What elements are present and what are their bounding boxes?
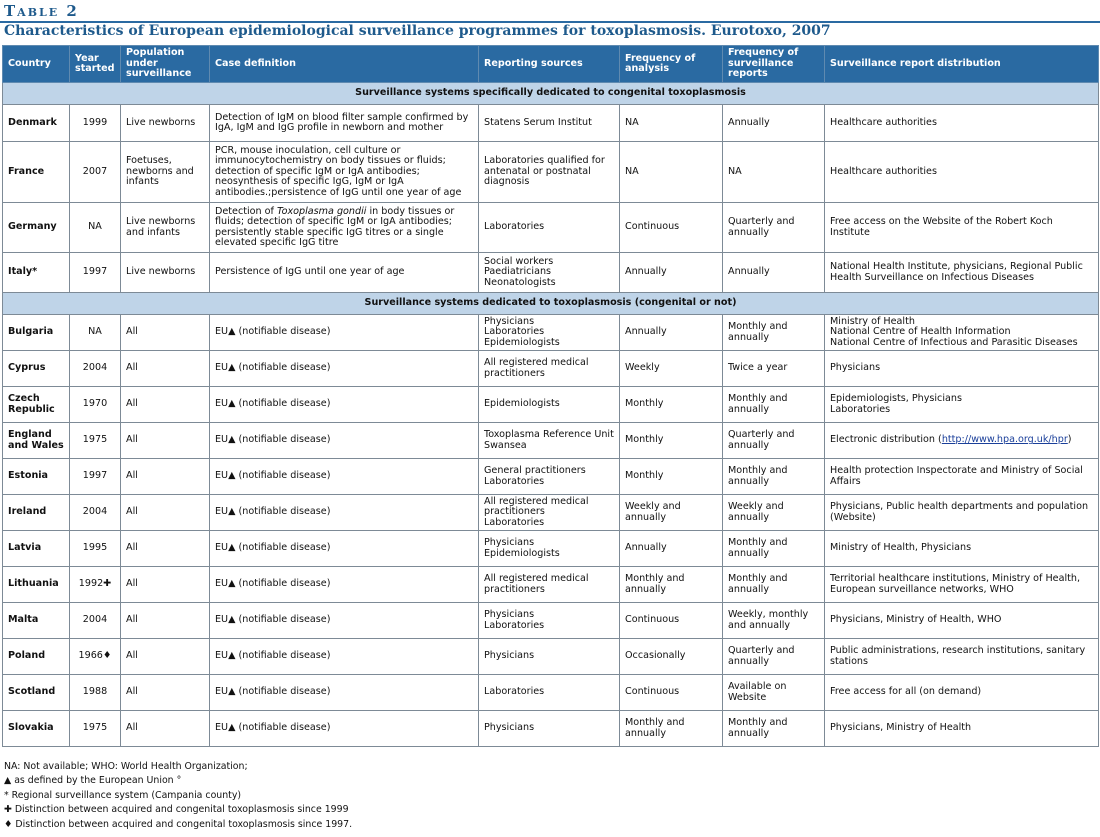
reporting-sources-cell: Social workers Paediatricians Neonatologists [479,253,620,293]
reporting-sources-cell: All registered medical practitioners Laboratories [479,495,620,531]
table-label: Table 2 [4,2,79,20]
year-cell: 1995 [70,531,121,567]
year-cell: NA [70,315,121,351]
footnote: ✚ Distinction between acquired and congenital toxoplasmosis since 1999 [4,804,349,816]
country-cell: Cyprus [3,351,70,387]
year-cell: 1975 [70,711,121,747]
country-cell: Latvia [3,531,70,567]
table-row [3,567,1099,603]
case-definition-prefix: Detection of [215,205,277,217]
case-definition-cell: EU▲ (notifiable disease) [210,459,479,495]
population-cell: All [121,531,210,567]
frequency-reports-cell: Quarterly and annually [723,423,825,459]
reporting-sources-cell: All registered medical practitioners [479,567,620,603]
column-header-population: Population under surveillance [121,46,210,83]
reporting-sources-cell: General practitioners Laboratories [479,459,620,495]
country-cell: Czech Republic [3,387,70,423]
frequency-analysis-cell: Continuous [620,203,723,253]
case-definition-cell: Persistence of IgG until one year of age [210,253,479,293]
case-definition-cell: EU▲ (notifiable disease) [210,639,479,675]
column-header-frequency-reports: Frequency of surveillance reports [723,46,825,83]
frequency-reports-cell: Quarterly and annually [723,203,825,253]
footnote: ♦ Distinction between acquired and congenital toxoplasmosis since 1997. [4,818,353,830]
country-cell: Italy* [3,253,70,293]
reporting-sources-cell: Physicians Laboratories Epidemiologists [479,315,620,351]
column-header-frequency-analysis: Frequency of analysis [620,46,723,83]
footnote: * Regional surveillance system (Campania county) [4,789,242,801]
distribution-cell: Healthcare authorities [825,142,1099,203]
population-cell: Foetuses, newborns and infants [121,142,210,203]
table-row [3,495,1099,531]
frequency-reports-cell: Twice a year [723,351,825,387]
frequency-analysis-cell: Monthly [620,459,723,495]
case-definition-cell: EU▲ (notifiable disease) [210,351,479,387]
year-cell: 1992✚ [70,567,121,603]
population-cell: All [121,675,210,711]
column-header-reporting-sources: Reporting sources [479,46,620,83]
year-cell: 2004 [70,351,121,387]
frequency-analysis-cell: Continuous [620,603,723,639]
distribution-cell: Physicians, Ministry of Health [825,711,1099,747]
distribution-cell: Territorial healthcare institutions, Ministry of Health, European surveillance networks, WHO [825,567,1099,603]
table-row [3,203,1099,253]
reporting-sources-cell: Toxoplasma Reference Unit Swansea [479,423,620,459]
year-cell: 2004 [70,495,121,531]
reporting-sources-cell: Physicians Laboratories [479,603,620,639]
population-cell: All [121,315,210,351]
section-row-congenital [3,83,1099,105]
header-row [3,46,1099,83]
section-row-general [3,293,1099,315]
case-definition-cell: EU▲ (notifiable disease) [210,495,479,531]
frequency-analysis-cell: Weekly and annually [620,495,723,531]
frequency-reports-cell: Quarterly and annually [723,639,825,675]
country-cell: Denmark [3,105,70,142]
case-definition-italic: Toxoplasma gondii [276,205,367,217]
column-header-country: Country [3,46,70,83]
year-cell: 1988 [70,675,121,711]
frequency-reports-cell: Weekly, monthly and annually [723,603,825,639]
footnotes [4,760,352,832]
frequency-analysis-cell: Monthly [620,387,723,423]
frequency-analysis-cell: Annually [620,253,723,293]
country-cell: Poland [3,639,70,675]
distribution-suffix: ) [1067,434,1072,446]
frequency-analysis-cell: Weekly [620,351,723,387]
column-header-distribution: Surveillance report distribution [825,46,1099,83]
reporting-sources-cell: Physicians [479,639,620,675]
frequency-analysis-cell: NA [620,105,723,142]
table-row [3,675,1099,711]
distribution-cell: National Health Institute, physicians, Regional Public Health Surveillance on Infectious Diseases [825,253,1099,293]
case-definition-cell: PCR, mouse inoculation, cell culture or immunocytochemistry on body tissues or fluids; detection of specific IgM or IgA antibodies; neosynthesis of specific IgG, IgM or IgA antibodies.;persistence of IgG until one year of age [210,142,479,203]
section-heading: Surveillance systems dedicated to toxoplasmosis (congenital or not) [3,293,1099,315]
table-row [3,639,1099,675]
frequency-reports-cell: Monthly and annually [723,531,825,567]
population-cell: All [121,351,210,387]
frequency-reports-cell: Annually [723,253,825,293]
table-row [3,387,1099,423]
table-title: Characteristics of European epidemiological surveillance programmes for toxoplasmosis. Eurotoxo, 2007 [4,23,831,39]
reporting-sources-cell: Statens Serum Institut [479,105,620,142]
country-cell: Germany [3,203,70,253]
country-cell: Slovakia [3,711,70,747]
population-cell: Live newborns [121,105,210,142]
distribution-cell: Ministry of Health, Physicians [825,531,1099,567]
frequency-analysis-cell: NA [620,142,723,203]
distribution-cell: Ministry of Health National Centre of Health Information National Centre of Infectious and Parasitic Diseases [825,315,1099,351]
population-cell: All [121,639,210,675]
case-definition-cell: EU▲ (notifiable disease) [210,423,479,459]
case-definition-cell: EU▲ (notifiable disease) [210,315,479,351]
year-cell: 1997 [70,253,121,293]
table-row [3,711,1099,747]
frequency-reports-cell: Monthly and annually [723,567,825,603]
year-cell: NA [70,203,121,253]
population-cell: All [121,603,210,639]
frequency-analysis-cell: Occasionally [620,639,723,675]
frequency-analysis-cell: Continuous [620,675,723,711]
distribution-cell: Health protection Inspectorate and Ministry of Social Affairs [825,459,1099,495]
case-definition-cell: Detection of IgM on blood filter sample confirmed by IgA, IgM and IgG profile in newborn and mother [210,105,479,142]
frequency-reports-cell: NA [723,142,825,203]
frequency-analysis-cell: Monthly and annually [620,711,723,747]
distribution-cell: Public administrations, research institutions, sanitary stations [825,639,1099,675]
population-cell: All [121,495,210,531]
year-cell: 1999 [70,105,121,142]
distribution-cell: Epidemiologists, Physicians Laboratories [825,387,1099,423]
year-cell: 1997 [70,459,121,495]
case-definition-cell: EU▲ (notifiable disease) [210,387,479,423]
reporting-sources-cell: Epidemiologists [479,387,620,423]
reporting-sources-cell: Laboratories [479,203,620,253]
table-row [3,253,1099,293]
year-cell: 1966♦ [70,639,121,675]
population-cell: All [121,711,210,747]
country-cell: Lithuania [3,567,70,603]
population-cell: All [121,567,210,603]
distribution-cell: Physicians, Ministry of Health, WHO [825,603,1099,639]
reporting-sources-cell: All registered medical practitioners [479,351,620,387]
case-definition-suffix: in body tissues or fluids; detection of specific IgM or IgA antibodies; persistently stable specific IgG titres or a single elevated specific IgG titre [215,205,455,248]
reporting-sources-cell: Physicians Epidemiologists [479,531,620,567]
frequency-analysis-cell: Annually [620,531,723,567]
column-header-case-definition: Case definition [210,46,479,83]
reporting-sources-cell: Physicians [479,711,620,747]
reporting-sources-cell: Laboratories [479,675,620,711]
frequency-analysis-cell: Annually [620,315,723,351]
case-definition-cell: EU▲ (notifiable disease) [210,675,479,711]
frequency-reports-cell: Monthly and annually [723,711,825,747]
frequency-reports-cell: Monthly and annually [723,315,825,351]
section-heading: Surveillance systems specifically dedicated to congenital toxoplasmosis [3,83,1099,105]
distribution-cell: Physicians [825,351,1099,387]
country-cell: France [3,142,70,203]
footnote: NA: Not available; WHO: World Health Organization; [4,761,248,772]
table-body [3,83,1099,747]
year-cell: 2007 [70,142,121,203]
distribution-link[interactable]: http://www.hpa.org.uk/hpr [941,434,1068,446]
case-definition-cell: EU▲ (notifiable disease) [210,603,479,639]
population-cell: Live newborns [121,253,210,293]
country-cell: Estonia [3,459,70,495]
country-cell: Ireland [3,495,70,531]
distribution-cell: Healthcare authorities [825,105,1099,142]
frequency-reports-cell: Monthly and annually [723,387,825,423]
year-cell: 1970 [70,387,121,423]
population-cell: All [121,423,210,459]
case-definition-cell: EU▲ (notifiable disease) [210,567,479,603]
distribution-cell: Free access on the Website of the Robert Koch Institute [825,203,1099,253]
distribution-cell: Physicians, Public health departments and population (Website) [825,495,1099,531]
country-cell: Malta [3,603,70,639]
table-row [3,315,1099,351]
country-cell: Scotland [3,675,70,711]
distribution-cell [825,423,1099,459]
frequency-reports-cell: Annually [723,105,825,142]
footnote: ▲ as defined by the European Union ° [4,775,182,787]
frequency-reports-cell: Available on Website [723,675,825,711]
population-cell: Live newborns and infants [121,203,210,253]
table-row [3,459,1099,495]
frequency-reports-cell: Weekly and annually [723,495,825,531]
frequency-reports-cell: Monthly and annually [723,459,825,495]
case-definition-cell: EU▲ (notifiable disease) [210,711,479,747]
case-definition-cell [210,203,479,253]
distribution-cell: Free access for all (on demand) [825,675,1099,711]
population-cell: All [121,387,210,423]
column-header-year: Year started [70,46,121,83]
table-row [3,105,1099,142]
reporting-sources-cell: Laboratories qualified for antenatal or postnatal diagnosis [479,142,620,203]
country-cell: Bulgaria [3,315,70,351]
distribution-prefix: Electronic distribution ( [830,434,942,446]
table-row [3,531,1099,567]
year-cell: 1975 [70,423,121,459]
table-row [3,142,1099,203]
table-row [3,351,1099,387]
year-cell: 2004 [70,603,121,639]
population-cell: All [121,459,210,495]
table-row [3,603,1099,639]
case-definition-cell: EU▲ (notifiable disease) [210,531,479,567]
frequency-analysis-cell: Monthly [620,423,723,459]
country-cell: England and Wales [3,423,70,459]
frequency-analysis-cell: Monthly and annually [620,567,723,603]
surveillance-table [2,45,1099,747]
table-row [3,423,1099,459]
